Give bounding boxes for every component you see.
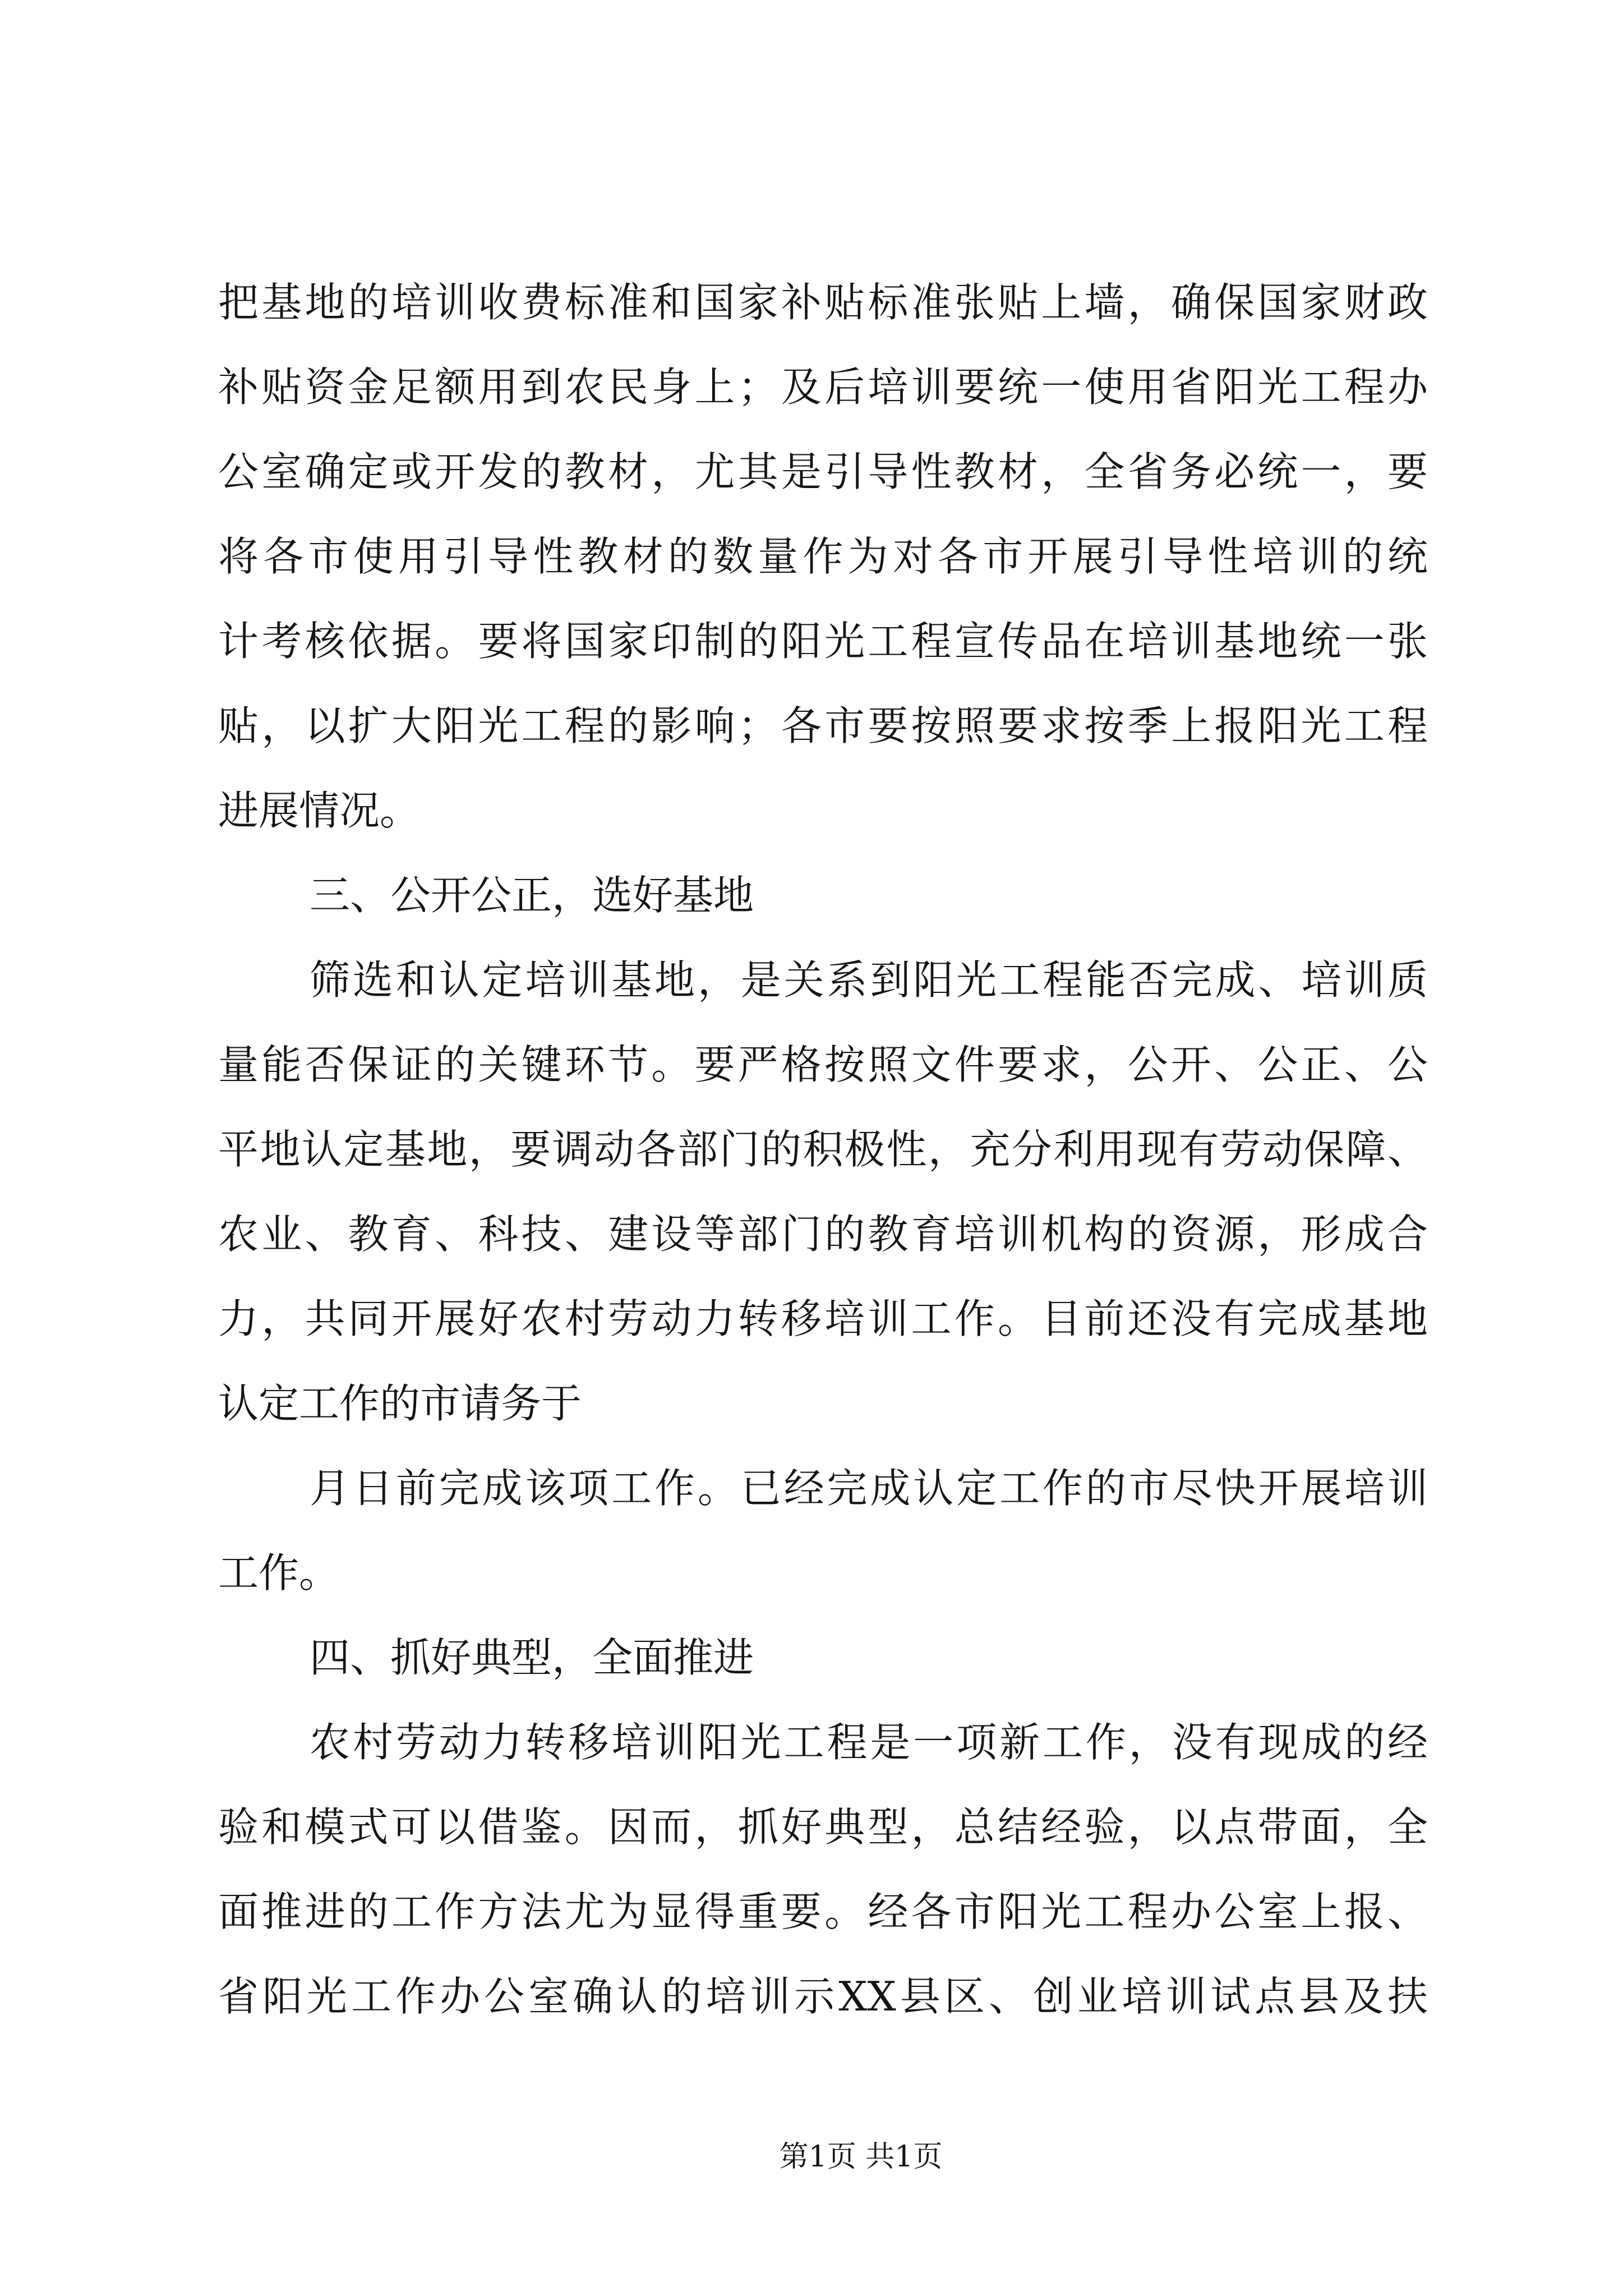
paragraph-line: 验和模式可以借鉴。因而，抓好典型，总结经验，以点带面，全	[218, 1803, 1428, 1851]
paragraph-line: 把基地的培训收费标准和国家补贴标准张贴上墙，确保国家财政	[218, 279, 1428, 326]
section-heading: 四、抓好典型，全面推进	[310, 1634, 754, 1681]
paragraph-line: 补贴资金足额用到农民身上；及后培训要统一使用省阳光工程办	[218, 364, 1428, 411]
document-body	[218, 260, 1428, 2039]
paragraph-line: 计考核依据。要将国家印制的阳光工程宣传品在培训基地统一张	[218, 618, 1428, 665]
paragraph-line: 进展情况。	[218, 787, 421, 834]
paragraph-line: 月日前完成该项工作。已经完成认定工作的市尽快开展培训	[310, 1465, 1428, 1512]
paragraph-line: 平地认定基地，要调动各部门的积极性，充分利用现有劳动保障、	[218, 1126, 1428, 1173]
paragraph-line: 农村劳动力转移培训阳光工程是一项新工作，没有现成的经	[310, 1719, 1428, 1766]
paragraph-line: 筛选和认定培训基地，是关系到阳光工程能否完成、培训质	[310, 956, 1428, 1004]
paragraph-line: 农业、教育、科技、建设等部门的教育培训机构的资源，形成合	[218, 1211, 1428, 1258]
paragraph-line: 面推进的工作方法尤为显得重要。经各市阳光工程办公室上报、	[218, 1888, 1428, 1935]
paragraph-line: 工作。	[218, 1549, 340, 1596]
paragraph-line: 省阳光工作办公室确认的培训示XX县区、创业培训试点县及扶	[218, 1973, 1428, 2020]
paragraph-line: 贴，以扩大阳光工程的影响；各市要按照要求按季上报阳光工程	[218, 702, 1428, 749]
page-number-footer: 第1页 共1页	[779, 2140, 943, 2174]
paragraph-line: 力，共同开展好农村劳动力转移培训工作。目前还没有完成基地	[218, 1295, 1428, 1342]
paragraph-line: 将各市使用引导性教材的数量作为对各市开展引导性培训的统	[218, 533, 1428, 580]
paragraph-line: 量能否保证的关键环节。要严格按照文件要求，公开、公正、公	[218, 1041, 1428, 1088]
paragraph-line: 公室确定或开发的教材，尤其是引导性教材，全省务必统一，要	[218, 448, 1428, 495]
section-heading: 三、公开公正，选好基地	[310, 872, 754, 919]
paragraph-line: 认定工作的市请务于	[218, 1380, 582, 1427]
